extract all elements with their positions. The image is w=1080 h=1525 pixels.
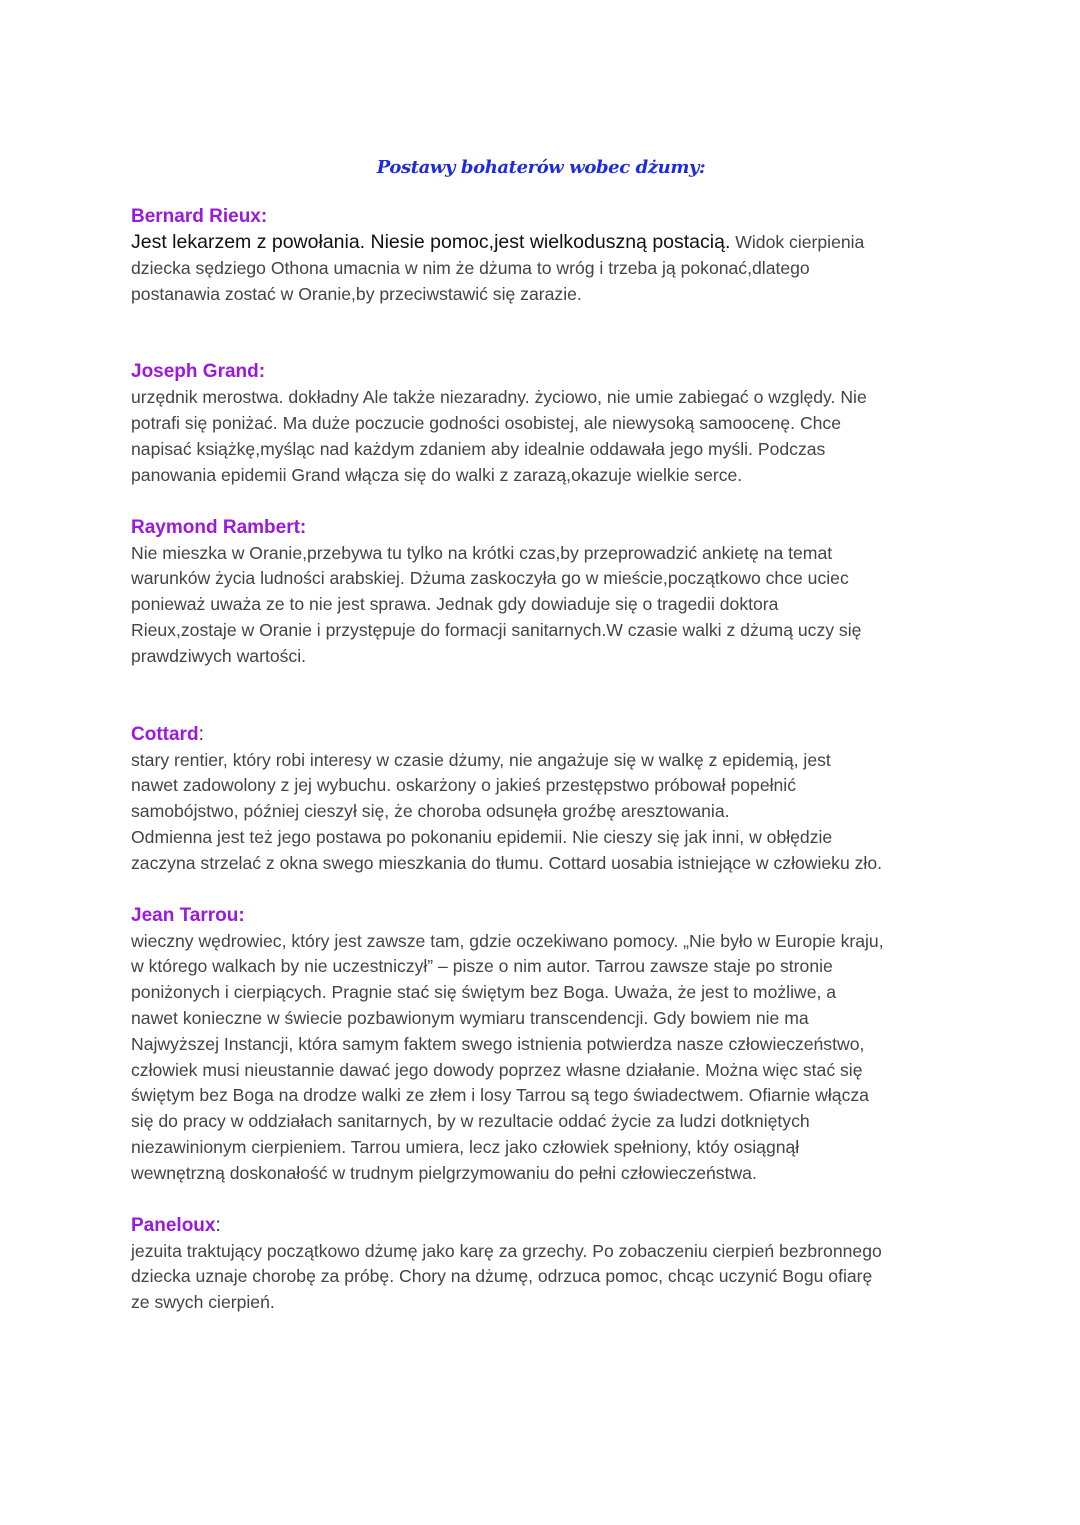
heading-name: Paneloux [131, 1214, 216, 1236]
heading-colon: : [198, 723, 204, 745]
body-line: postanawia zostać w Oranie,by przeciwstawić się zarazie. [131, 283, 582, 304]
body-text: Widok cierpienia [730, 232, 865, 252]
spacer [131, 1187, 951, 1213]
section-heading: Joseph Grand: [131, 361, 266, 383]
section-heading [131, 722, 951, 748]
section-raymond-rambert [131, 515, 951, 670]
heading-name: Cottard [131, 723, 199, 745]
body-line: jezuita traktujący początkowo dżumę jako karę za grzechy. Po zobaczeniu cierpień bezbronnego [131, 1240, 882, 1261]
body-line: napisać książkę,myśląc nad każdym zdaniem aby idealnie oddawała jego myśli. Podczas [131, 438, 826, 459]
body-line: ponieważ uważa ze to nie jest sprawa. Jednak gdy dowiaduje się o tragedii doktora [131, 594, 779, 615]
section-paneloux [131, 1213, 951, 1316]
spacer [131, 670, 951, 722]
body-line: dziecka uznaje chorobę za próbę. Chory na dżumę, odrzuca pomoc, chcąc uczynić Bogu ofiarę [131, 1266, 873, 1287]
document-title: Postawy bohaterów wobec dżumy: [376, 157, 706, 178]
body-line: poniżonych i cierpiących. Pragnie stać się świętym bez Boga. Uważa, że jest to możliwe, a [131, 982, 837, 1003]
section-bernard-rieux [131, 204, 951, 307]
section-heading: Raymond Rambert: [131, 516, 307, 538]
body-line: Rieux,zostaje w Oranie i przystępuje do formacji sanitarnych.W czasie walki z dżumą uczy się [131, 619, 862, 640]
section-body [131, 230, 951, 307]
section-heading: Jean Tarrou: [131, 904, 245, 926]
spacer [131, 489, 951, 515]
section-body [131, 385, 951, 488]
body-line: nawet zadowolony z jej wybuchu. oskarżony o jakieś przestępstwo próbował popełnić [131, 775, 797, 796]
body-line: Odmienna jest też jego postawa po pokonaniu epidemii. Nie cieszy się jak inni, w obłędzie [131, 826, 833, 847]
body-line: w którego walkach by nie uczestniczył” – pisze o nim autor. Tarrou zawsze staje po stronie [131, 956, 833, 977]
body-line: niezawinionym cierpieniem. Tarrou umiera, lecz jako człowiek spełniony, któy osiągnął [131, 1136, 800, 1157]
body-line: dziecka sędziego Othona umacnia w nim że dżuma to wróg i trzeba ją pokonać,dlatego [131, 257, 810, 278]
section-joseph-grand [131, 359, 951, 488]
body-line: Najwyższej Instancji, która samym faktem swego istnienia potwierdza nasze człowieczeństwo, [131, 1033, 865, 1054]
body-line [131, 230, 951, 256]
section-body [131, 1239, 951, 1316]
section-heading: Bernard Rieux: [131, 206, 268, 227]
body-line: samobójstwo, później cieszył się, że choroba odsunęła groźbę aresztowania. [131, 801, 730, 822]
body-line: warunków życia ludności arabskiej. Dżuma zaskoczyła go w mieście,początkowo chce uciec [131, 568, 849, 589]
body-line: wieczny wędrowiec, który jest zawsze tam, gdzie oczekiwano pomocy. „Nie było w Europie kraju, [131, 930, 884, 951]
section-heading [131, 1213, 951, 1239]
heading-colon: : [215, 1214, 221, 1236]
body-line: ze swych cierpień. [131, 1292, 275, 1313]
body-line: się do pracy w oddziałach sanitarnych, by w rezultacie oddać życie za ludzi dotkniętych [131, 1111, 810, 1132]
body-line: zaczyna strzelać z okna swego mieszkania do tłumu. Cottard uosabia istniejące w człowieku zło. [131, 852, 883, 873]
body-line: panowania epidemii Grand włącza się do walki z zarazą,okazuje wielkie serce. [131, 464, 743, 485]
spacer [131, 877, 951, 903]
section-body [131, 541, 951, 670]
section-body [131, 929, 951, 1187]
section-jean-tarrou [131, 903, 951, 1187]
lead-sentence: Jest lekarzem z powołania. Niesie pomoc,jest wielkoduszną postacią. [131, 231, 731, 253]
body-line: Nie mieszka w Oranie,przebywa tu tylko na krótki czas,by przeprowadzić ankietę na temat [131, 542, 833, 563]
document-page [131, 157, 951, 1316]
body-line: urzędnik merostwa. dokładny Ale także niezaradny. życiowo, nie umie zabiegać o względy. Nie [131, 387, 867, 408]
section-body [131, 748, 951, 877]
section-cottard [131, 722, 951, 877]
spacer [131, 307, 951, 359]
body-line: prawdziwych wartości. [131, 645, 307, 666]
body-line: człowiek musi nieustannie dawać jego dowody poprzez własne działanie. Można więc stać się [131, 1059, 863, 1080]
body-line: świętym bez Boga na drodze walki ze złem i losy Tarrou są tego świadectwem. Ofiarnie włącza [131, 1085, 869, 1106]
body-line: nawet konieczne w świecie pozbawionym wymiaru transcendencji. Gdy bowiem nie ma [131, 1007, 809, 1028]
body-line: wewnętrzną doskonałość w trudnym pielgrzymowaniu do pełni człowieczeństwa. [131, 1162, 757, 1183]
body-line: stary rentier, który robi interesy w czasie dżumy, nie angażuje się w walkę z epidemią, jest [131, 749, 831, 770]
body-line: potrafi się poniżać. Ma duże poczucie godności osobistej, ale niewysoką samoocenę. Chce [131, 413, 842, 434]
